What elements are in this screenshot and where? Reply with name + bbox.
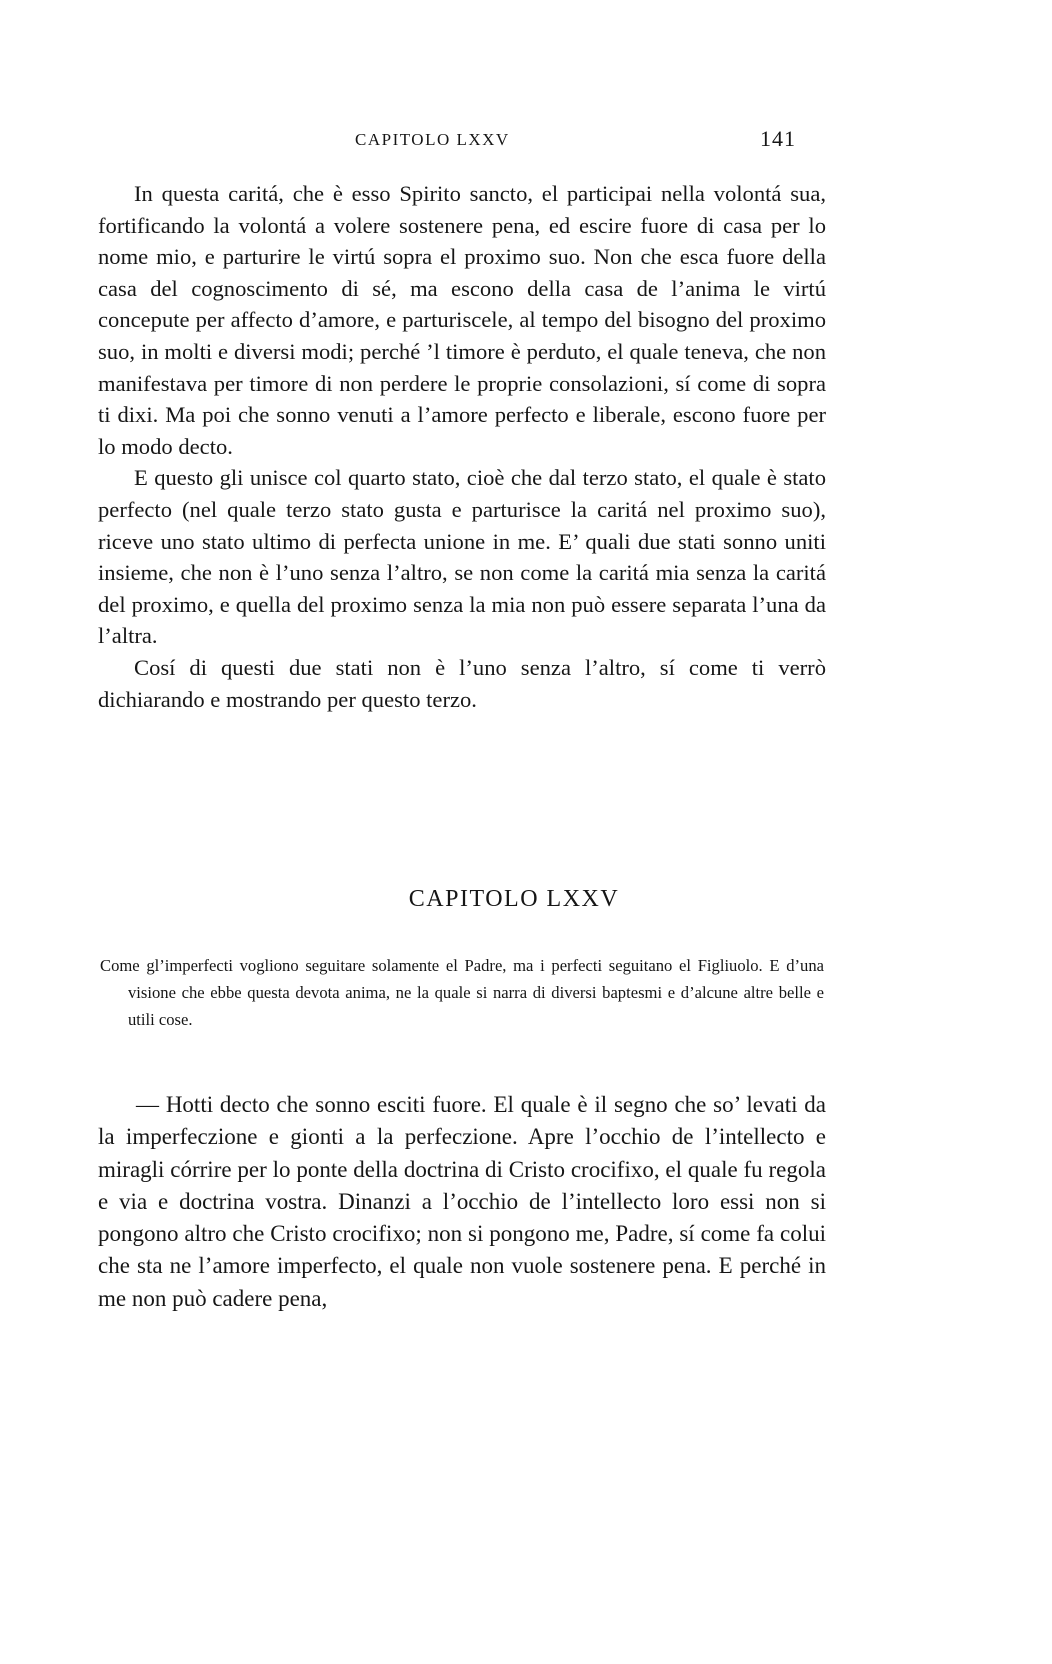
continued-text (98, 178, 826, 715)
chapter-summary (100, 952, 824, 1033)
running-head (0, 126, 1052, 156)
chapter-heading (0, 886, 1052, 913)
paragraph: E questo gli unisce col quarto stato, cioè che dal terzo stato, el quale è stato perfecto (nel quale terzo stato gusta e parturisce la caritá nel proximo suo), riceve uno stato ultimo di perfecta unione in me. E’ quali due stati sonno uniti insieme, che non è l’uno senza l’altro, se non come la caritá mia senza la caritá del proximo, e quella del proximo senza la mia non può essere separata l’una da l’altra. (98, 465, 826, 649)
chapter-body (98, 1089, 826, 1315)
paragraph: — Hotti decto che sonno esciti fuore. El quale è il segno che so’ levati da la imperfeczione e gionti a la perfeczione. Apre l’occhio de l’intellecto e miragli córrire per lo ponte della doctrina di Cristo crocifixo, el quale fu regola e via e doctrina vostra. Dinanzi a l’occhio de l’intellecto loro essi non si pongono altro che Cristo crocifixo; non si pongono me, Padre, sí come fa colui che sta ne l’amore imperfecto, el quale non vuole sostenere pena. E perché in me non può cadere pena, (98, 1092, 826, 1311)
page-number: 141 (760, 126, 796, 151)
chapter-summary-text: Come gl’imperfecti vogliono seguitare solamente el Padre, ma i perfecti seguitano el Figliuolo. E d’una visione che ebbe questa devota anima, ne la quale si narra di diversi baptesmi e d’alcune altre belle e utili cose. (100, 956, 824, 1029)
running-head-title: CAPITOLO LXXV (355, 130, 510, 149)
paragraph: In questa caritá, che è esso Spirito sancto, el participai nella volontá sua, fortificando la volontá a volere sostenere pena, ed escire fuore di casa per lo nome mio, e parturire le virtú sopra el proximo suo. Non che esca fuore della casa del cognoscimento di sé, ma escono della casa de l’anima le virtú concepute per affecto d’amore, e parturiscele, al tempo del bisogno del proximo suo, in molti e diversi modi; perché ’l timore è perduto, el quale teneva, che non manifestava per timore di non perdere le proprie consolazioni, sí come di sopra ti dixi. Ma poi che sonno venuti a l’amore perfecto e liberale, escono fuore per lo modo decto. (98, 181, 826, 459)
paragraph: Cosí di questi due stati non è l’uno senza l’altro, sí come ti verrò dichiarando e mostrando per questo terzo. (98, 654, 826, 712)
chapter-title: CAPITOLO LXXV (408, 886, 620, 912)
